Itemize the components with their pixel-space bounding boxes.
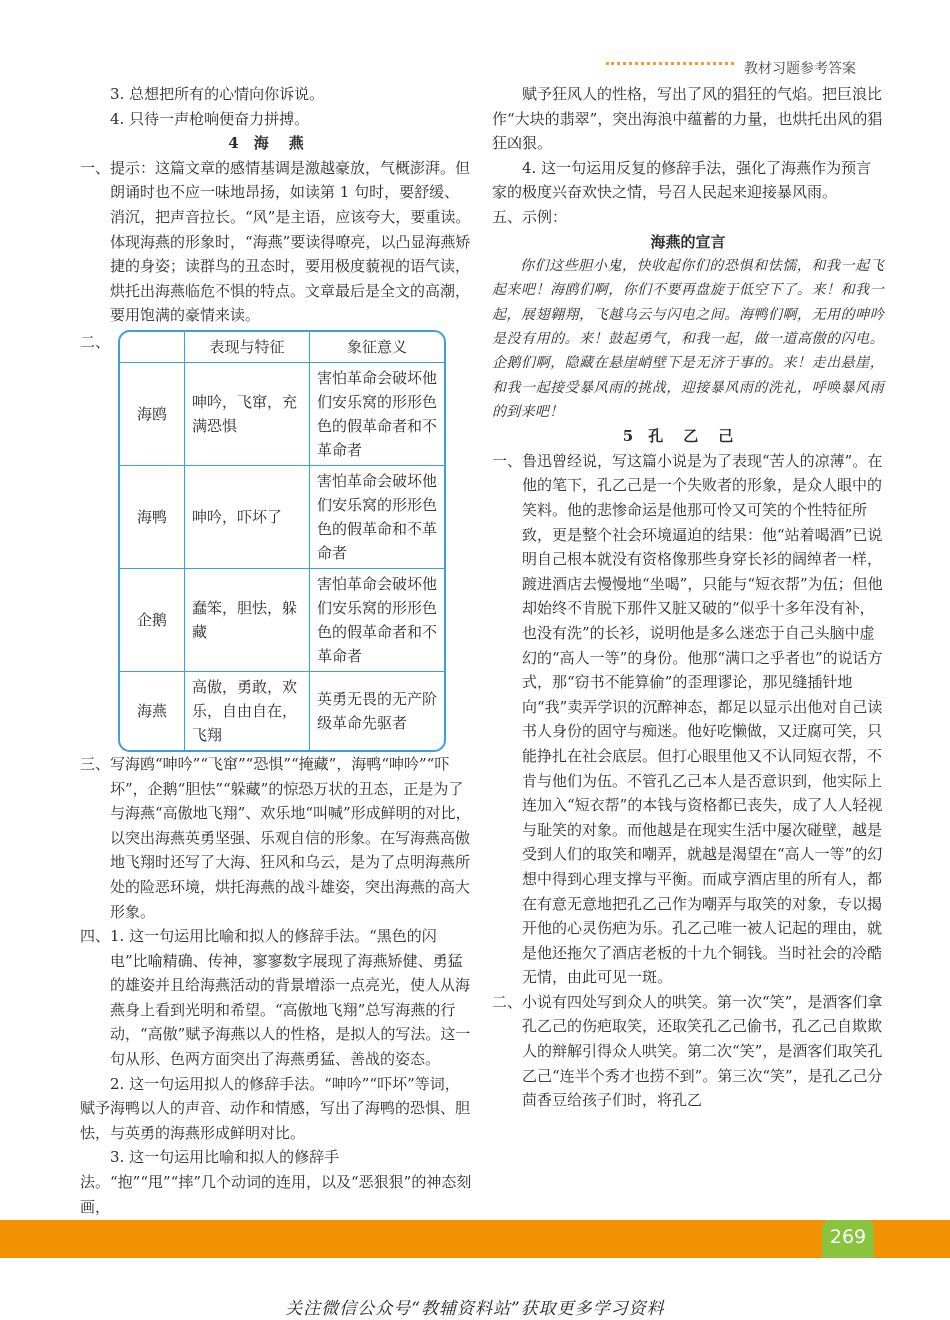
section-number: 4 [228, 134, 240, 153]
meaning-cell: 英勇无畏的无产阶级革命先驱者 [317, 689, 438, 732]
feature-cell: 高傲，勇敢，欢乐，自由自在，飞翔 [185, 672, 310, 750]
answer-two: 二、小说有四处写到众人的哄笑。第一次“笑”，是酒客们拿孔乙己的伤疤取笑，还取笑孔乙己偷书，孔乙己自欺欺人的辩解引得众人哄笑。第二次“笑”，是酒客们取笑孔乙己“连半个秀才也捞不到”。第三次“笑”，是孔乙己分茴香豆给孩子们时，将孔乙 [492, 992, 883, 1110]
answer-continuation: 赋予狂风人的性格，写出了风的猖狂的气焰。把巨浪比作“大块的翡翠”，突出海浪中蕴蓄的力量，也烘托出风的猖狂凶狠。 [492, 85, 883, 153]
section-name: 孔乙己 [648, 427, 754, 446]
footer-note: 关注微信公众号“教辅资料站”获取更多学习资料 [285, 1299, 665, 1319]
answer-line: 4. 只待一声枪响便奋力拼搏。 [110, 109, 310, 128]
answer-four-3: 3. 这一句运用比喻和拟人的修辞手法。“抱”“甩”“摔”几个动词的连用，以及“恶狠狠”的神态刻画， [80, 1148, 472, 1216]
answer-four-1: 四、1. 这一句运用比喻和拟人的修辞手法。“黑色的闪电”比喻精确、传神，寥寥数字展现了海燕矫健、勇猛的雄姿并且给海燕活动的背景增添一点亮光，使人从海燕身上看到光明和希望。“高傲地飞翔”总写海燕的行动，“高傲”赋予海燕以人的性格，是拟人的写法。这一句从形、色两方面突出了海燕勇猛、善战的姿态。 [80, 927, 471, 1069]
essay-body: 你们这些胆小鬼，快收起你们的恐惧和怯懦，和我一起飞起来吧！海鸥们啊，你们不要再盘旋于低空下了。来！和我一起，展翅翱翔，飞越乌云与闪电之间。海鸭们啊，无用的呻吟是没有用的。来！鼓起勇气，和我一起，做一道高傲的闪电。企鹅们啊，隐藏在悬崖峭壁下是无济于事的。来！走出悬崖，和我一起接受暴风雨的挑战，迎接暴风雨的洗礼，呼唤暴风雨的到来吧！ [492, 258, 884, 420]
table-row [120, 569, 444, 672]
section-title [80, 131, 472, 156]
table-block [80, 330, 472, 752]
essay-title: 海燕的宣言 [650, 232, 726, 251]
section-title [492, 424, 884, 449]
feature-cell: 呻吟，飞窜，充满恐惧 [185, 363, 310, 466]
answer-one: 一、提示：这篇文章的感情基调是激越豪放，气概澎湃。但朗诵时也不应一味地昂扬，如读第 1 句时，要舒缓、消沉，把声音拉长。“风”是主语，应该夸大，要重读。体现海燕的形象时，“海燕”要读得嘹亮，以凸显海燕矫捷的身姿；读群鸟的丑态时，要用极度藐视的语气读，烘托出海燕临危不惧的特点。文章最后是全文的高潮，要用饱满的豪情来读。 [80, 158, 471, 325]
answer-four-4: 4. 这一句运用反复的修辞手法，强化了海燕作为预言家的极度兴奋欢快之情，号召人民起来迎接暴风雨。 [492, 158, 872, 202]
bird-cell: 海鸭 [120, 466, 185, 569]
bird-cell: 企鹅 [120, 569, 185, 672]
answer-four-2: 2. 这一句运用拟人的修辞手法。“呻吟”“吓坏”等词，赋予海鸭以人的声音、动作和情感，写出了海鸭的恐惧、胆怯，与英勇的海燕形成鲜明对比。 [80, 1074, 471, 1142]
symbol-table [118, 330, 446, 752]
page-number: 269 [822, 1220, 874, 1258]
table-header-row [120, 332, 444, 363]
left-column [80, 82, 472, 1219]
answer-five-label: 五、示例： [492, 207, 568, 226]
table-header: 表现与特征 [185, 332, 310, 363]
table-header [120, 332, 185, 363]
feature-cell: 呻吟，吓坏了 [185, 466, 310, 569]
footer-bar [0, 1220, 950, 1258]
answer-line: 3. 总想把所有的心情向你诉说。 [110, 85, 325, 103]
right-column [492, 82, 884, 1113]
bird-cell: 海鸥 [120, 363, 185, 466]
section-number: 5 [622, 427, 635, 446]
table-header: 象征意义 [310, 332, 444, 363]
header-dots [606, 62, 734, 65]
meaning-cell: 害怕革命会破坏他们安乐窝的形形色色的假革命和不革命者 [310, 466, 444, 569]
table-row [120, 363, 444, 466]
answer-two-label: 二、 [80, 332, 111, 351]
answer-one: 一、鲁迅曾经说，写这篇小说是为了表现“苦人的凉薄”。在他的笔下，孔乙己是一个失败者的形象，是众人眼中的笑料。他的悲惨命运是他那可怜又可笑的个性特征所致，更是整个社会环境逼迫的结果：他“站着喝酒”已说明自己根本就没有资格像那些身穿长衫的阔绰者一样，踱进酒店去慢慢地“坐喝”，只能与“短衣帮”为伍；但他却始终不肯脱下那件又脏又破的“似乎十多年没有补，也没有洗”的长衫，说明他是多么迷恋于自己头脑中虚幻的“高人一等”的身份。他那“满口之乎者也”的说话方式，那“窃书不能算偷”的歪理谬论，那见缝插针地向“我”卖弄学识的沉醉神态，都足以显示出他对自己读书人身份的固守与痴迷。他好吃懒做，又迂腐可笑，只能挣扎在社会底层。但打心眼里他又不认同短衣帮，不肯与他们为伍。不管孔乙己本人是否意识到，他实际上连加入“短衣帮”的本钱与资格都已丧失，成了人人轻视与耻笑的对象。而他越是在现实生活中屡次碰壁，越是受到人们的取笑和嘲弄，就越是渴望在“高人一等”的幻想中得到心理支撑与平衡。而咸亨酒店里的所有人，都在有意无意地把孔乙己作为嘲弄与取笑的对象，专以揭开他的心灵伤疤为乐。孔乙己唯一被人记起的理由，就是他还拖欠了酒店老板的十九个铜钱。当时社会的冷酷无情，由此可见一斑。 [492, 451, 883, 987]
feature-cell: 蠢笨，胆怯，躲藏 [185, 569, 310, 672]
header-title: 教材习题参考答案 [744, 61, 856, 77]
table-row [120, 672, 444, 750]
meaning-cell: 害怕革命会破坏他们安乐窝的形形色色的假革命者和不革命者 [310, 363, 444, 466]
answer-three: 三、写海鸥“呻吟”“飞窜”“恐惧”“掩藏”，海鸭“呻吟”“吓坏”，企鹅“胆怯”“躲藏”的惊恐万状的丑态，正是为了与海燕“高傲地飞翔”、欢乐地“叫喊”形成鲜明的对比，以突出海燕英勇坚强、乐观自信的形象。在写海燕高傲地飞翔时还写了大海、狂风和乌云，是为了点明海燕所处的险恶环境，烘托海燕的战斗雄姿，突出海燕的高大形象。 [80, 754, 471, 921]
section-name: 海燕 [253, 134, 324, 153]
bird-cell: 海燕 [120, 672, 185, 750]
table-row [120, 466, 444, 569]
meaning-cell: 害怕革命会破坏他们安乐窝的形形色色的假革命者和不革命者 [310, 569, 444, 672]
